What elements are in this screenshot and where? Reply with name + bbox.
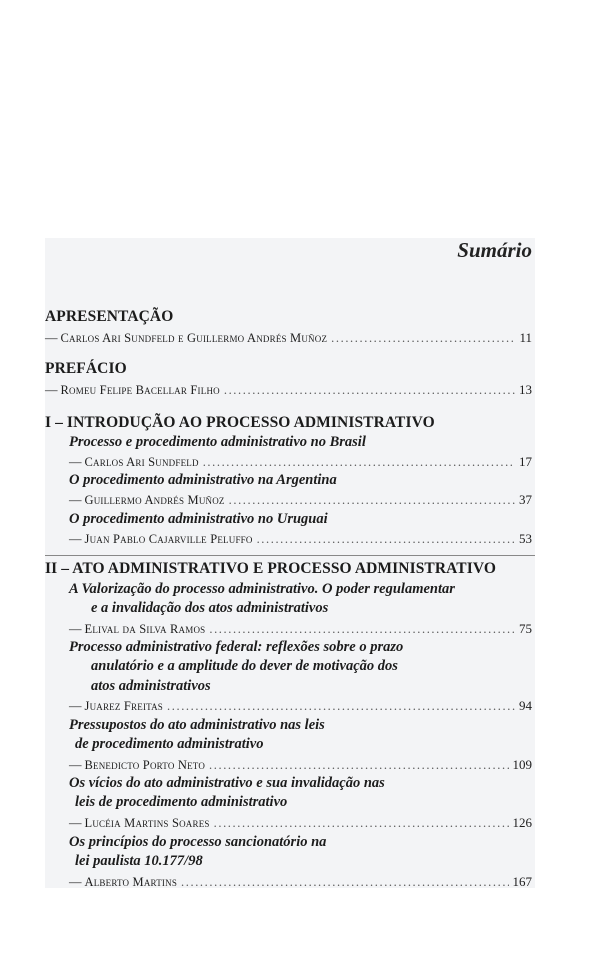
entry-page: 53	[519, 531, 532, 546]
dot-leader	[257, 532, 515, 547]
toc-entry[interactable]	[69, 531, 532, 547]
entry-page: 75	[519, 621, 532, 636]
entry-dash: —	[45, 331, 58, 345]
toc-entry[interactable]	[69, 874, 532, 890]
section-heading: II – ATO ADMINISTRATIVO E PROCESSO ADMINISTRATIVO	[45, 560, 497, 577]
entry-page: 11	[519, 330, 532, 345]
entry-author: Guillermo Andrés Muñoz	[84, 493, 225, 507]
entry-dash: —	[69, 455, 82, 469]
entry-dash: —	[69, 875, 82, 889]
entry-author: Alberto Martins	[84, 875, 178, 889]
article-title: Pressupostos do ato administrativo nas leis	[69, 717, 325, 733]
section-heading: APRESENTAÇÃO	[45, 308, 174, 325]
entry-page: 167	[512, 874, 532, 889]
section-divider	[45, 555, 535, 556]
article-title: Os princípios do processo sancionatório na	[69, 834, 327, 850]
article-title: Processo e procedimento administrativo no Brasil	[69, 434, 366, 450]
entry-page: 13	[519, 382, 532, 397]
article-title: Os vícios do ato administrativo e sua invalidação nas	[69, 775, 385, 791]
entry-dash: —	[69, 622, 82, 636]
entry-dash: —	[69, 532, 82, 546]
toc-entry[interactable]	[69, 621, 532, 637]
dot-leader	[167, 699, 515, 714]
article-title-cont: de procedimento administrativo	[75, 736, 264, 752]
article-title-cont: lei paulista 10.177/98	[75, 853, 203, 869]
entry-page: 94	[519, 698, 532, 713]
toc-entry[interactable]	[45, 382, 532, 398]
article-title: Processo administrativo federal: reflexões sobre o prazo	[69, 639, 404, 655]
dot-leader	[331, 331, 515, 346]
entry-author: Benedicto Porto Neto	[84, 758, 206, 772]
article-title-cont: anulatório e a amplitude do dever de motivação dos	[91, 658, 398, 674]
page-title: Sumário	[457, 238, 532, 262]
entry-page: 37	[519, 492, 532, 507]
dot-leader	[229, 493, 515, 508]
entry-author: Carlos Ari Sundfeld e Guillermo Andrés Muñoz	[60, 331, 328, 345]
entry-author: Juan Pablo Cajarville Peluffo	[84, 532, 253, 546]
entry-author: Elival da Silva Ramos	[84, 622, 206, 636]
section-heading: I – INTRODUÇÃO AO PROCESSO ADMINISTRATIVO	[45, 414, 435, 431]
article-title-cont: atos administrativos	[91, 678, 211, 694]
article-title-cont: e a invalidação dos atos administrativos	[91, 600, 329, 616]
entry-dash: —	[45, 383, 58, 397]
toc-entry[interactable]	[69, 757, 532, 773]
entry-author: Carlos Ari Sundfeld	[84, 455, 199, 469]
dot-leader	[224, 383, 515, 398]
article-title-cont: leis de procedimento administrativo	[75, 794, 288, 810]
entry-page: 17	[519, 454, 532, 469]
entry-author: Juarez Freitas	[84, 699, 164, 713]
entry-author: Romeu Felipe Bacellar Filho	[60, 383, 220, 397]
article-title: A Valorização do processo administrativo. O poder regulamentar	[69, 581, 455, 597]
toc-entry[interactable]	[69, 454, 532, 470]
toc-entry[interactable]	[69, 698, 532, 714]
section-heading: PREFÁCIO	[45, 360, 127, 377]
entry-dash: —	[69, 816, 82, 830]
dot-leader	[214, 816, 509, 831]
table-of-contents	[45, 238, 535, 888]
toc-entry[interactable]	[69, 492, 532, 508]
entry-dash: —	[69, 699, 82, 713]
dot-leader	[209, 758, 508, 773]
entry-author: Lucéia Martins Soares	[84, 816, 210, 830]
entry-dash: —	[69, 493, 82, 507]
dot-leader	[203, 455, 515, 470]
article-title: O procedimento administrativo na Argentina	[69, 472, 337, 488]
article-title: O procedimento administrativo no Uruguai	[69, 511, 328, 527]
entry-page: 109	[512, 757, 532, 772]
entry-page: 126	[512, 815, 532, 830]
dot-leader	[209, 622, 515, 637]
toc-entry[interactable]	[45, 330, 532, 346]
dot-leader	[181, 875, 508, 890]
entry-dash: —	[69, 758, 82, 772]
toc-entry[interactable]	[69, 815, 532, 831]
